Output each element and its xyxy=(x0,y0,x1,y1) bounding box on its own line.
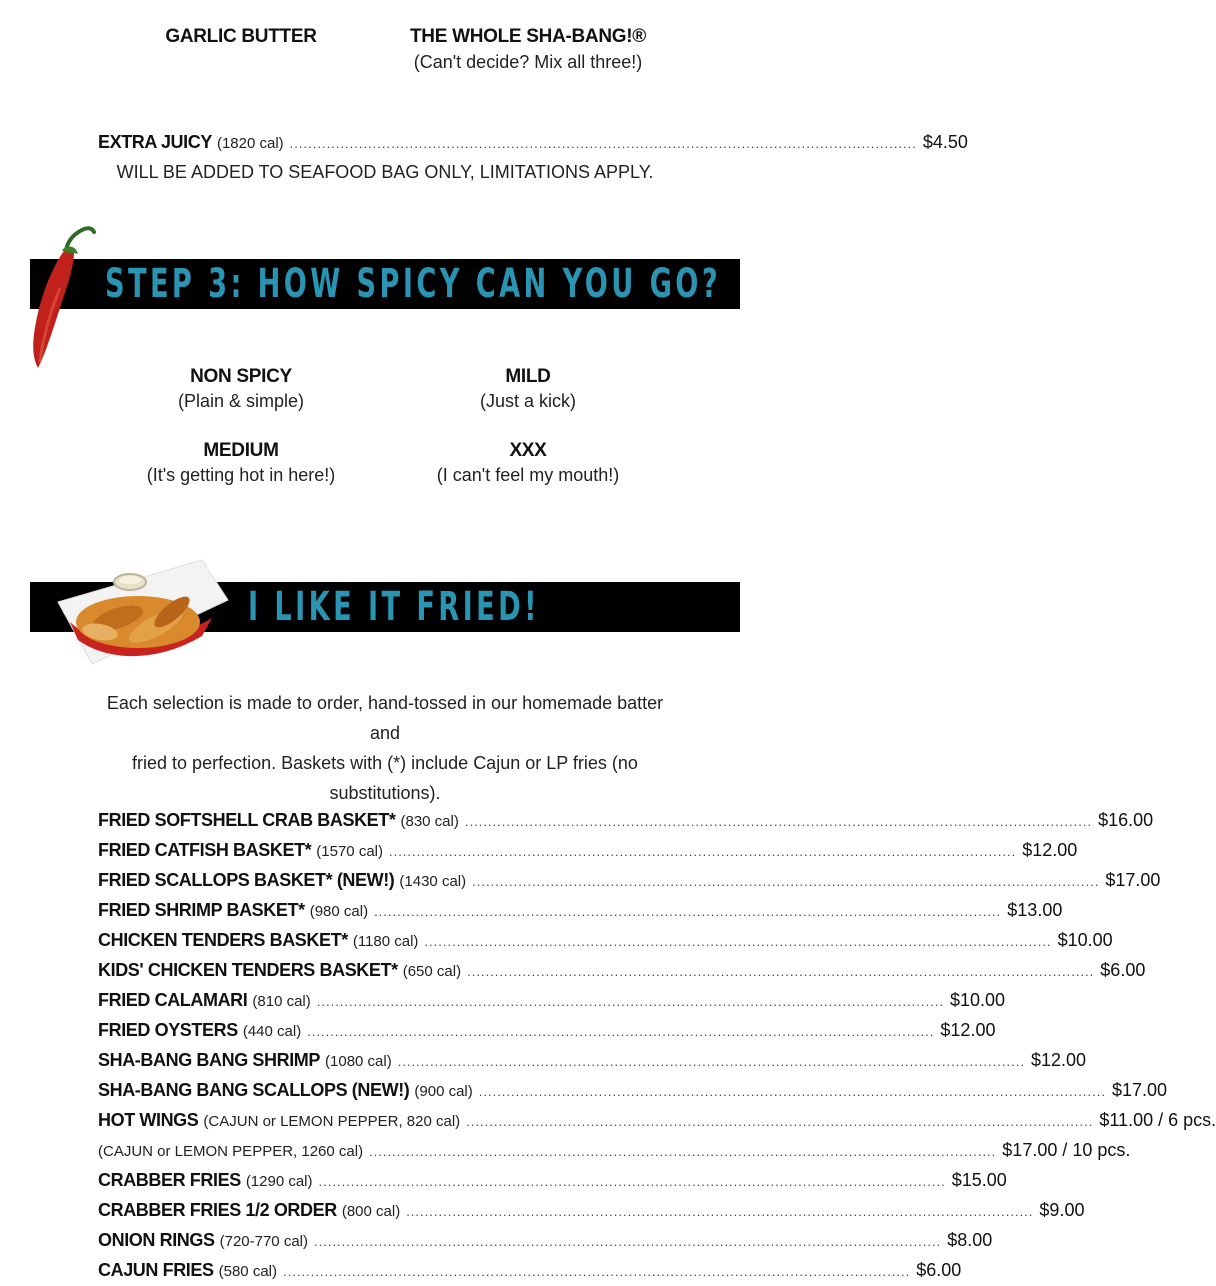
item-name: FRIED SOFTSHELL CRAB BASKET* xyxy=(98,810,396,830)
item-price: $17.00 xyxy=(1111,1080,1168,1100)
item-name: CAJUN FRIES xyxy=(98,1260,214,1280)
spice-mild-desc: (Just a kick) xyxy=(479,391,576,411)
dot-leader: ........................................................................................................................................ xyxy=(467,964,1095,979)
item-price: $13.00 xyxy=(1007,900,1063,920)
fried-basket-icon xyxy=(52,552,232,672)
item-calories: (900 cal) xyxy=(414,1083,473,1100)
item-price: $12.00 xyxy=(1030,1050,1086,1070)
step3-banner xyxy=(30,259,740,309)
dot-leader: ........................................................................................................................................ xyxy=(388,844,1017,859)
item-price: $12.00 xyxy=(940,1020,996,1040)
item-calories: (1080 cal) xyxy=(325,1053,392,1070)
spice-non-spicy-desc: (Plain & simple) xyxy=(177,391,305,411)
item-price: $10.00 xyxy=(949,990,1006,1010)
menu-item xyxy=(98,1256,962,1284)
dot-leader: ........................................................................................................................................ xyxy=(466,1114,1094,1129)
item-calories: (1180 cal) xyxy=(352,933,419,950)
item-name: FRIED SHRIMP BASKET* xyxy=(98,900,305,920)
item-price: $9.00 xyxy=(1039,1200,1085,1220)
menu-item xyxy=(98,1076,1168,1104)
item-calories: (1820 cal) xyxy=(216,135,284,152)
item-price: $11.00 / 6 pcs. xyxy=(1099,1110,1216,1130)
item-price: $17.00 / 10 pcs. xyxy=(1002,1140,1131,1160)
menu-item xyxy=(98,806,1154,834)
item-calories: (1290 cal) xyxy=(245,1173,313,1190)
item-price: $16.00 xyxy=(1098,810,1154,830)
spice-medium: MEDIUM xyxy=(203,440,279,461)
menu-item xyxy=(98,986,1006,1014)
item-name: CHICKEN TENDERS BASKET* xyxy=(98,930,348,950)
sauce-whole-shabang: THE WHOLE SHA-BANG!® xyxy=(410,26,646,47)
item-price: $8.00 xyxy=(947,1230,993,1250)
menu-item xyxy=(98,1106,1216,1134)
item-calories: (830 cal) xyxy=(400,813,459,830)
dot-leader: ........................................................................................................................................ xyxy=(397,1054,1025,1069)
item-name: SHA-BANG BANG SHRIMP xyxy=(98,1050,321,1070)
item-name: FRIED CATFISH BASKET* xyxy=(98,840,312,860)
spice-xxx-desc: (I can't feel my mouth!) xyxy=(436,465,620,485)
spice-xxx: XXX xyxy=(509,440,547,461)
step3-title: STEP 3: HOW SPICY CAN YOU GO? xyxy=(105,261,722,307)
sauce-whole-shabang-desc: (Can't decide? Mix all three!) xyxy=(413,52,643,72)
item-name: CRABBER FRIES xyxy=(98,1170,241,1190)
item-calories: (650 cal) xyxy=(402,963,462,980)
item-calories: (CAJUN or LEMON PEPPER, 1260 cal) xyxy=(98,1143,364,1160)
extra-juicy-line xyxy=(98,128,968,156)
item-name: ONION RINGS xyxy=(98,1230,215,1250)
dot-leader: ........................................................................................................................................ xyxy=(316,994,944,1009)
item-name: FRIED CALAMARI xyxy=(98,990,248,1010)
item-calories: (440 cal) xyxy=(242,1023,302,1040)
item-price: $4.50 xyxy=(922,132,968,152)
menu-item xyxy=(98,956,1146,984)
dot-leader: ........................................................................................................................................ xyxy=(318,1174,946,1189)
menu-item xyxy=(98,1226,993,1254)
extra-juicy-note: WILL BE ADDED TO SEAFOOD BAG ONLY, LIMITATIONS APPLY. xyxy=(116,162,654,182)
item-price: $10.00 xyxy=(1057,930,1113,950)
dot-leader: ........................................................................................................................................ xyxy=(472,874,1100,889)
menu-item xyxy=(98,1016,996,1044)
item-name: SHA-BANG BANG SCALLOPS (NEW!) xyxy=(98,1080,410,1100)
dot-leader: ........................................................................................................................................ xyxy=(406,1204,1034,1219)
item-calories: (1430 cal) xyxy=(399,873,467,890)
fried-intro xyxy=(95,688,675,808)
menu-item xyxy=(98,1136,1131,1164)
menu-item xyxy=(98,926,1113,954)
spice-non-spicy: NON SPICY xyxy=(190,366,292,387)
menu-item xyxy=(98,866,1161,894)
item-name: EXTRA JUICY xyxy=(98,132,212,152)
dot-leader: ........................................................................................................................................ xyxy=(424,934,1052,949)
dot-leader: ........................................................................................................................................ xyxy=(478,1084,1106,1099)
dot-leader: ........................................................................................................................................ xyxy=(307,1024,935,1039)
menu-item xyxy=(98,836,1078,864)
item-price: $17.00 xyxy=(1105,870,1161,890)
dot-leader: ........................................................................................................................................ xyxy=(289,136,917,151)
item-name: FRIED OYSTERS xyxy=(98,1020,238,1040)
menu-item xyxy=(98,1196,1085,1224)
item-name: KIDS' CHICKEN TENDERS BASKET* xyxy=(98,960,398,980)
dot-leader: ........................................................................................................................................ xyxy=(314,1234,942,1249)
item-calories: (980 cal) xyxy=(309,903,369,920)
item-price: $12.00 xyxy=(1022,840,1078,860)
item-name: FRIED SCALLOPS BASKET* (NEW!) xyxy=(98,870,395,890)
item-calories: (720-770 cal) xyxy=(219,1233,308,1250)
sauce-garlic-butter: GARLIC BUTTER xyxy=(165,26,317,47)
item-calories: (CAJUN or LEMON PEPPER, 820 cal) xyxy=(203,1113,461,1130)
item-calories: (580 cal) xyxy=(218,1263,277,1280)
item-calories: (800 cal) xyxy=(341,1203,401,1220)
dot-leader: ........................................................................................................................................ xyxy=(464,814,1093,829)
menu-item xyxy=(98,1166,1007,1194)
item-price: $15.00 xyxy=(951,1170,1007,1190)
dot-leader: ........................................................................................................................................ xyxy=(374,904,1002,919)
fried-intro-line: substitutions). xyxy=(329,783,441,803)
item-price: $6.00 xyxy=(916,1260,962,1280)
chili-pepper-icon xyxy=(24,222,100,372)
item-name: CRABBER FRIES 1/2 ORDER xyxy=(98,1200,337,1220)
fried-intro-line: Each selection is made to order, hand-tossed in our homemade batter and xyxy=(106,693,664,743)
dot-leader: ........................................................................................................................................ xyxy=(369,1144,997,1159)
fried-intro-line: fried to perfection. Baskets with (*) include Cajun or LP fries (no xyxy=(132,753,638,773)
item-calories: (1570 cal) xyxy=(316,843,383,860)
dot-leader: ........................................................................................................................................ xyxy=(282,1264,911,1279)
spice-medium-desc: (It's getting hot in here!) xyxy=(146,465,336,485)
menu-item xyxy=(98,1046,1086,1074)
menu-item xyxy=(98,896,1063,924)
spice-mild: MILD xyxy=(505,366,551,387)
item-calories: (810 cal) xyxy=(252,993,311,1010)
item-price: $6.00 xyxy=(1100,960,1146,980)
fried-title: I LIKE IT FRIED! xyxy=(248,584,540,630)
item-name: HOT WINGS xyxy=(98,1110,199,1130)
